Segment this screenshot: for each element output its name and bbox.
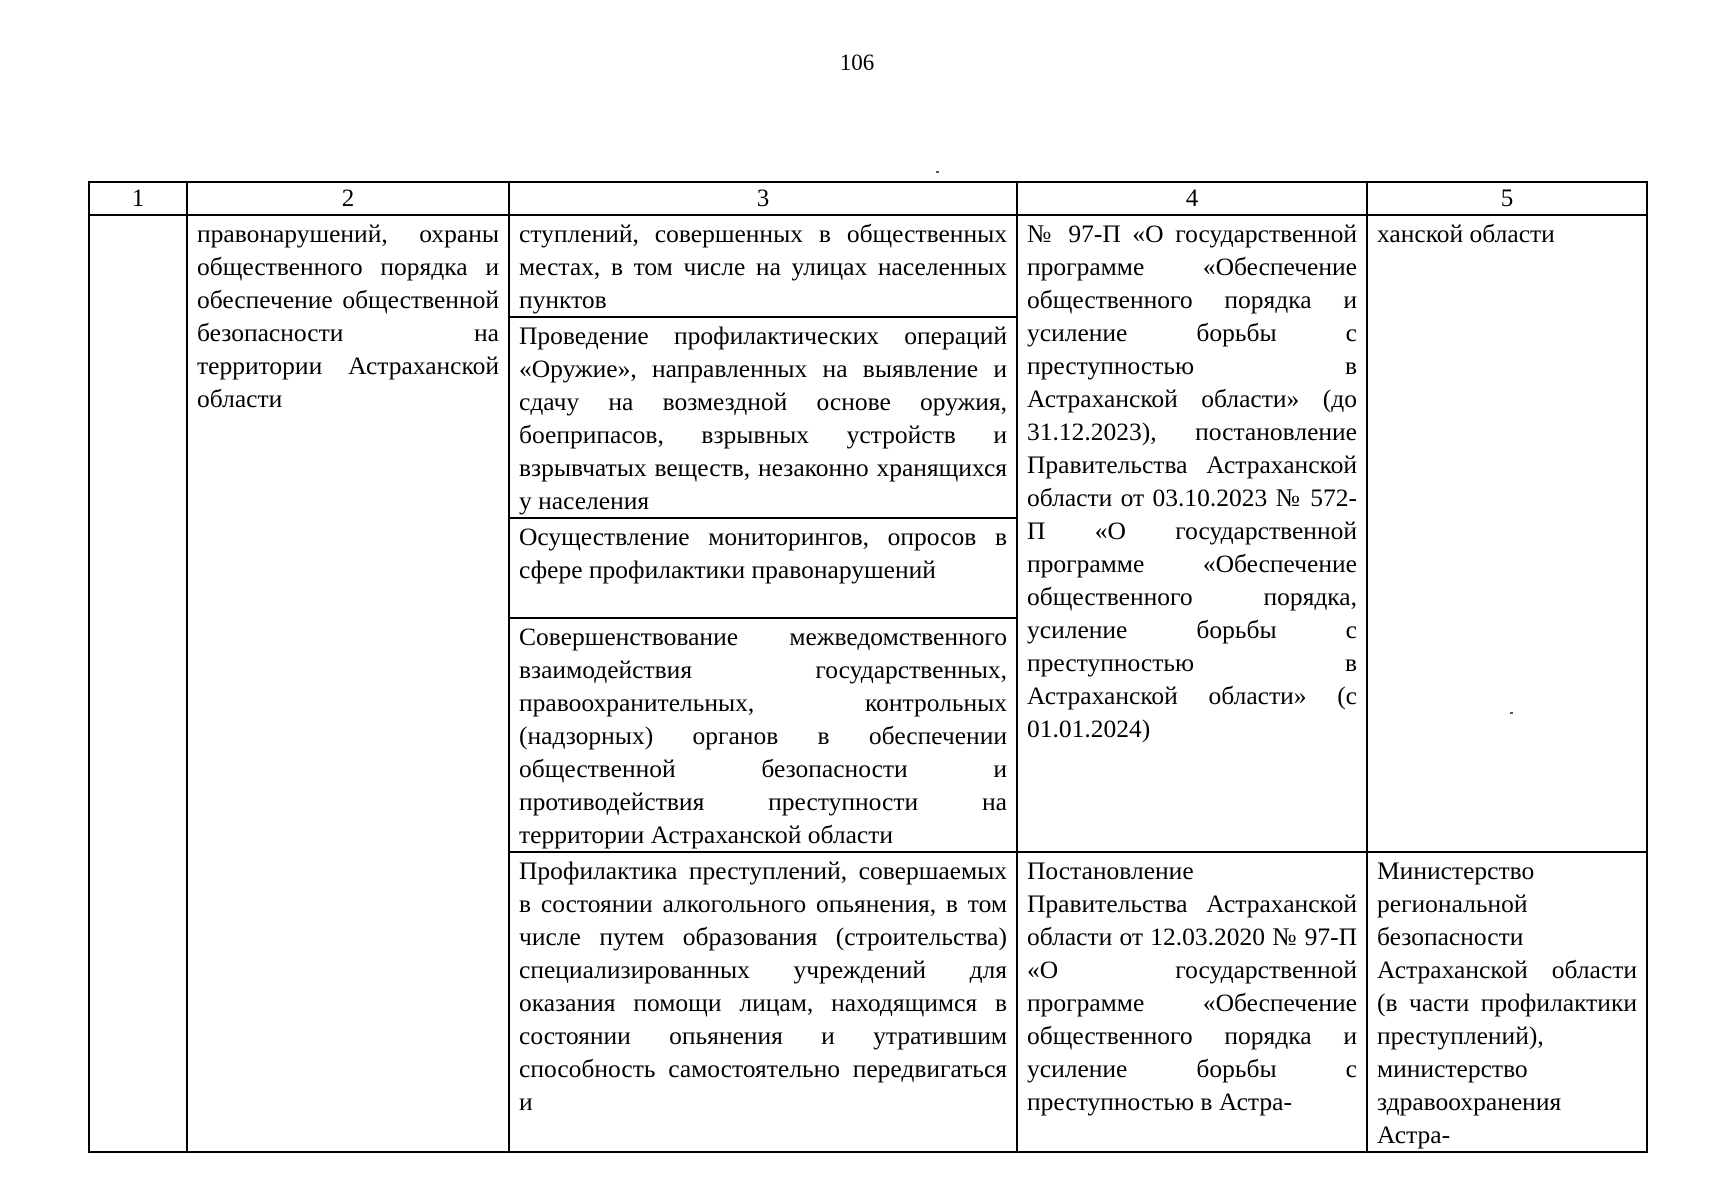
- table-header-row: [89, 182, 1647, 215]
- document-table: [88, 181, 1648, 1153]
- cell-responsible: [1367, 215, 1647, 852]
- measure-text: ступлений, совершенных в общественных местах, в том числе на улицах населенных пунктов: [519, 219, 1007, 314]
- page-number: 106: [839, 50, 875, 75]
- cell-measure-4: [509, 618, 1017, 852]
- cell-goal: [187, 215, 509, 1152]
- cell-legal-basis: [1017, 215, 1367, 852]
- table-row: [89, 215, 1647, 317]
- header-col-3: 3: [509, 182, 1017, 215]
- cell-measure-3: [509, 518, 1017, 618]
- responsible-text: ханской области: [1377, 219, 1555, 248]
- cell-measure-1: [509, 215, 1017, 317]
- cell-responsible-2: [1367, 852, 1647, 1152]
- cell-measure-2: [509, 317, 1017, 518]
- responsible-text: Министерство региональной безопасности Астраханской области (в части профилактики преступлений), министерство здравоохранения Астра-: [1377, 856, 1637, 1149]
- measure-text: Профилактика преступлений, совершаемых в состоянии алкогольного опьянения, в том числе путем образования (строительства) специализированных учреждений для оказания помощи лицам, находящимся в состоянии опьянения и утратившим способность самостоятельно передвигаться и: [519, 856, 1007, 1116]
- cell-legal-basis-2: [1017, 852, 1367, 1152]
- cell-number: [89, 215, 187, 1152]
- measure-text: Проведение профилактических операций «Оружие», направленных на выявление и сдачу на возмездной основе оружия, боеприпасов, взрывных устройств и взрывчатых веществ, незаконно хранящихся у населения: [519, 321, 1007, 515]
- header-col-2: 2: [187, 182, 509, 215]
- goal-text: правонарушений, охраны общественного порядка и обеспечение общественной безопасности на территории Астраханской области: [197, 219, 499, 413]
- header-col-5: 5: [1367, 182, 1647, 215]
- legal-basis-text: Постановление Правительства Астраханской области от 12.03.2020 № 97-П «О государственной программе «Обеспечение общественного порядка и усиление борьбы с преступностью в Астра-: [1027, 856, 1357, 1116]
- measure-text: Осуществление мониторингов, опросов в сфере профилактики правонарушений: [519, 522, 1007, 584]
- header-col-4: 4: [1017, 182, 1367, 215]
- measure-text: Совершенствование межведомственного взаимодействия государственных, правоохранительных, контрольных (надзорных) органов в обеспечении общественной безопасности и противодействия преступности на территории Астраханской области: [519, 622, 1007, 849]
- scan-speck: [936, 171, 939, 173]
- legal-basis-text: № 97-П «О государственной программе «Обеспечение общественного порядка и усиление борьбы с преступностью в Астраханской области» (до 31.12.2023), постановление Правительства Астраханской области от 03.10.2023 № 572-П «О государственной программе «Обеспечение общественного порядка, усиление борьбы с преступностью в Астраханской области» (с 01.01.2024): [1027, 219, 1357, 743]
- header-col-1: 1: [89, 182, 187, 215]
- cell-measure-5: [509, 852, 1017, 1152]
